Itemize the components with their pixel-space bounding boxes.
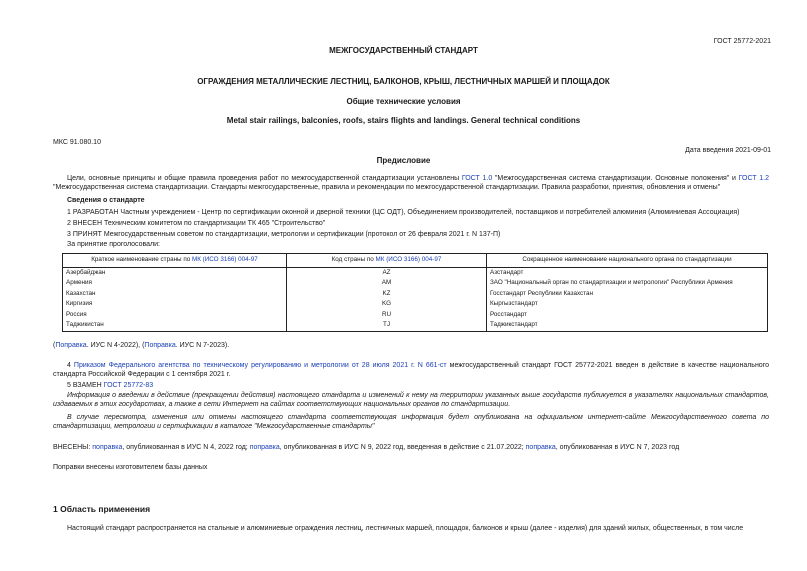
preface-text: Цели, основные принципы и общие правила проведения работ по межгосударственной стандартизации установлены <box>67 175 462 182</box>
column-header-country: Краткое наименование страны по МК (ИСО 3166) 004-97 <box>63 254 287 268</box>
document-number: ГОСТ 25772-2021 <box>713 38 771 45</box>
item-2-submitted: 2 ВНЕСЕН Техническим комитетом по стандартизации ТК 465 "Строительство" <box>67 220 326 227</box>
amendment-link[interactable]: поправка <box>92 444 123 451</box>
cell-country: Киргизия <box>63 299 287 310</box>
voted-label: За принятие проголосовали: <box>67 241 160 248</box>
cell-code: KG <box>287 299 487 310</box>
preface-text: "Межгосударственная система стандартизации. Основные положения" и <box>492 175 739 182</box>
cell-body: Госстандарт Республики Казахстан <box>487 289 768 300</box>
included-amendments: ВНЕСЕНЫ: поправка, опубликованная в ИУС N 4, 2022 год; поправка, опубликованная в ИУС N 9, 2022 год, введенная в действие с 21.07.2022; поправка, опубликованная в ИУС N 7, 2023 год <box>53 444 680 451</box>
standard-info-heading: Сведения о стандарте <box>67 197 145 204</box>
amendment-link[interactable]: поправка <box>249 444 280 451</box>
cell-code: TJ <box>287 320 487 331</box>
cell-country: Россия <box>63 310 287 321</box>
cell-code: RU <box>287 310 487 321</box>
table-header-row <box>63 254 768 268</box>
amendment-link[interactable]: Поправка <box>55 342 87 349</box>
mk-iso-3166-link[interactable]: МК (ИСО 3166) 004-97 <box>191 256 258 263</box>
amendment-note: (Поправка. ИУС N 4-2022), (Поправка. ИУС N 7-2023). <box>53 342 230 349</box>
gost-1-0-link[interactable]: ГОСТ 1.0 <box>461 175 493 182</box>
standard-type: МЕЖГОСУДАРСТВЕННЫЙ СТАНДАРТ <box>329 46 478 55</box>
introduction-date: Дата введения 2021-09-01 <box>685 147 771 154</box>
column-header-code: Код страны по МК (ИСО 3166) 004-97 <box>287 254 487 268</box>
preface-text: "Межгосударственная система стандартизации. Стандарты межгосударственные, правила и рекомендации по межгосударственной стандартизации. Правила разработки, принятия, обновления и отмены" <box>53 184 721 192</box>
table-row <box>63 320 768 331</box>
cell-body: Кыргызстандарт <box>487 299 768 310</box>
member-countries-table <box>62 253 768 332</box>
amendment-link[interactable]: поправка <box>525 444 556 451</box>
mk-iso-3166-link[interactable]: МК (ИСО 3166) 004-97 <box>375 256 442 263</box>
table-row <box>63 267 768 278</box>
gost-1-2-link[interactable]: ГОСТ 1.2 <box>738 175 769 182</box>
amendment-link[interactable]: Поправка <box>144 342 176 349</box>
table-row <box>63 289 768 300</box>
cell-code: AM <box>287 278 487 289</box>
item-4-order: 4 Приказом Федерального агентства по техническому регулированию и метрологии от 28 июля 2021 г. N 661-ст межгосударственный стандарт ГОСТ 25772-2021 введен в действие в качестве национального стандарта Российской Федерации с 1 сентября 2021 г. <box>53 362 769 379</box>
mks-code: МКС 91.080.10 <box>53 139 101 146</box>
table-row <box>63 310 768 321</box>
cell-code: AZ <box>287 267 487 278</box>
info-italic-paragraph: Информация о введении в действие (прекращении действия) настоящего стандарта и изменений к нему на территории указанных выше государств публикуется в указателях национальных стандартов, издаваемых в этих государствах, а также в сети Интернет на сайтах соответствующих национальных органов по стандартизации. <box>53 392 769 409</box>
cell-body: ЗАО "Национальный орган по стандартизации и метрологии" Республики Армения <box>487 278 768 289</box>
cell-country: Армения <box>63 278 287 289</box>
order-661-link[interactable]: Приказом Федерального агентства по техническому регулированию и метрологии от 28 июля 2021 г. N 661-ст <box>73 362 447 369</box>
cell-code: KZ <box>287 289 487 300</box>
gost-25772-83-link[interactable]: ГОСТ 25772-83 <box>103 382 154 389</box>
revision-italic-paragraph: В случае пересмотра, изменения или отмены настоящего стандарта соответствующая информация будет опубликована на официальном интернет-сайте Межгосударственного совета по стандартизации, метрологии и сертификации в каталоге "Межгосударственные стандарты" <box>53 414 769 431</box>
preface-paragraph <box>53 174 769 193</box>
item-3-adopted: 3 ПРИНЯТ Межгосударственным советом по стандартизации, метрологии и сертификации (протокол от 26 февраля 2021 г. N 137-П) <box>67 231 501 238</box>
section-1-text: Настоящий стандарт распространяется на стальные и алюминиевые ограждения лестниц, лестничных маршей, площадок, балконов и крыш (далее - изделия) для зданий жилых, общественных, в том числе <box>67 525 744 532</box>
cell-body: Таджикстандарт <box>487 320 768 331</box>
item-1-developed: 1 РАЗРАБОТАН Частным учреждением - Центр по сертификации оконной и дверной техники (ЦС ОДТ), Объединением производителей, поставщиков и потребителей алюминия (Алюминиевая Ассоциация) <box>67 209 740 216</box>
section-1-heading: 1 Область применения <box>53 504 151 514</box>
preface-heading: Предисловие <box>376 156 431 165</box>
document-title: ОГРАЖДЕНИЯ МЕТАЛЛИЧЕСКИЕ ЛЕСТНИЦ, БАЛКОНОВ, КРЫШ, ЛЕСТНИЧНЫХ МАРШЕЙ И ПЛОЩАДОК <box>197 77 610 86</box>
cell-country: Казахстан <box>63 289 287 300</box>
table-row <box>63 278 768 289</box>
fixes-note: Поправки внесены изготовителем базы данных <box>53 464 208 471</box>
column-header-body: Сокращенное наименование национального органа по стандартизации <box>487 254 768 268</box>
item-5-replaces: 5 ВЗАМЕН ГОСТ 25772-83 <box>67 382 154 389</box>
cell-body: Азстандарт <box>487 267 768 278</box>
cell-country: Азербайджан <box>63 267 287 278</box>
table-row <box>63 299 768 310</box>
english-title: Metal stair railings, balconies, roofs, stairs flights and landings. General technical conditions <box>226 116 581 125</box>
cell-country: Таджикистан <box>63 320 287 331</box>
cell-body: Росстандарт <box>487 310 768 321</box>
document-subtitle: Общие технические условия <box>346 97 461 106</box>
